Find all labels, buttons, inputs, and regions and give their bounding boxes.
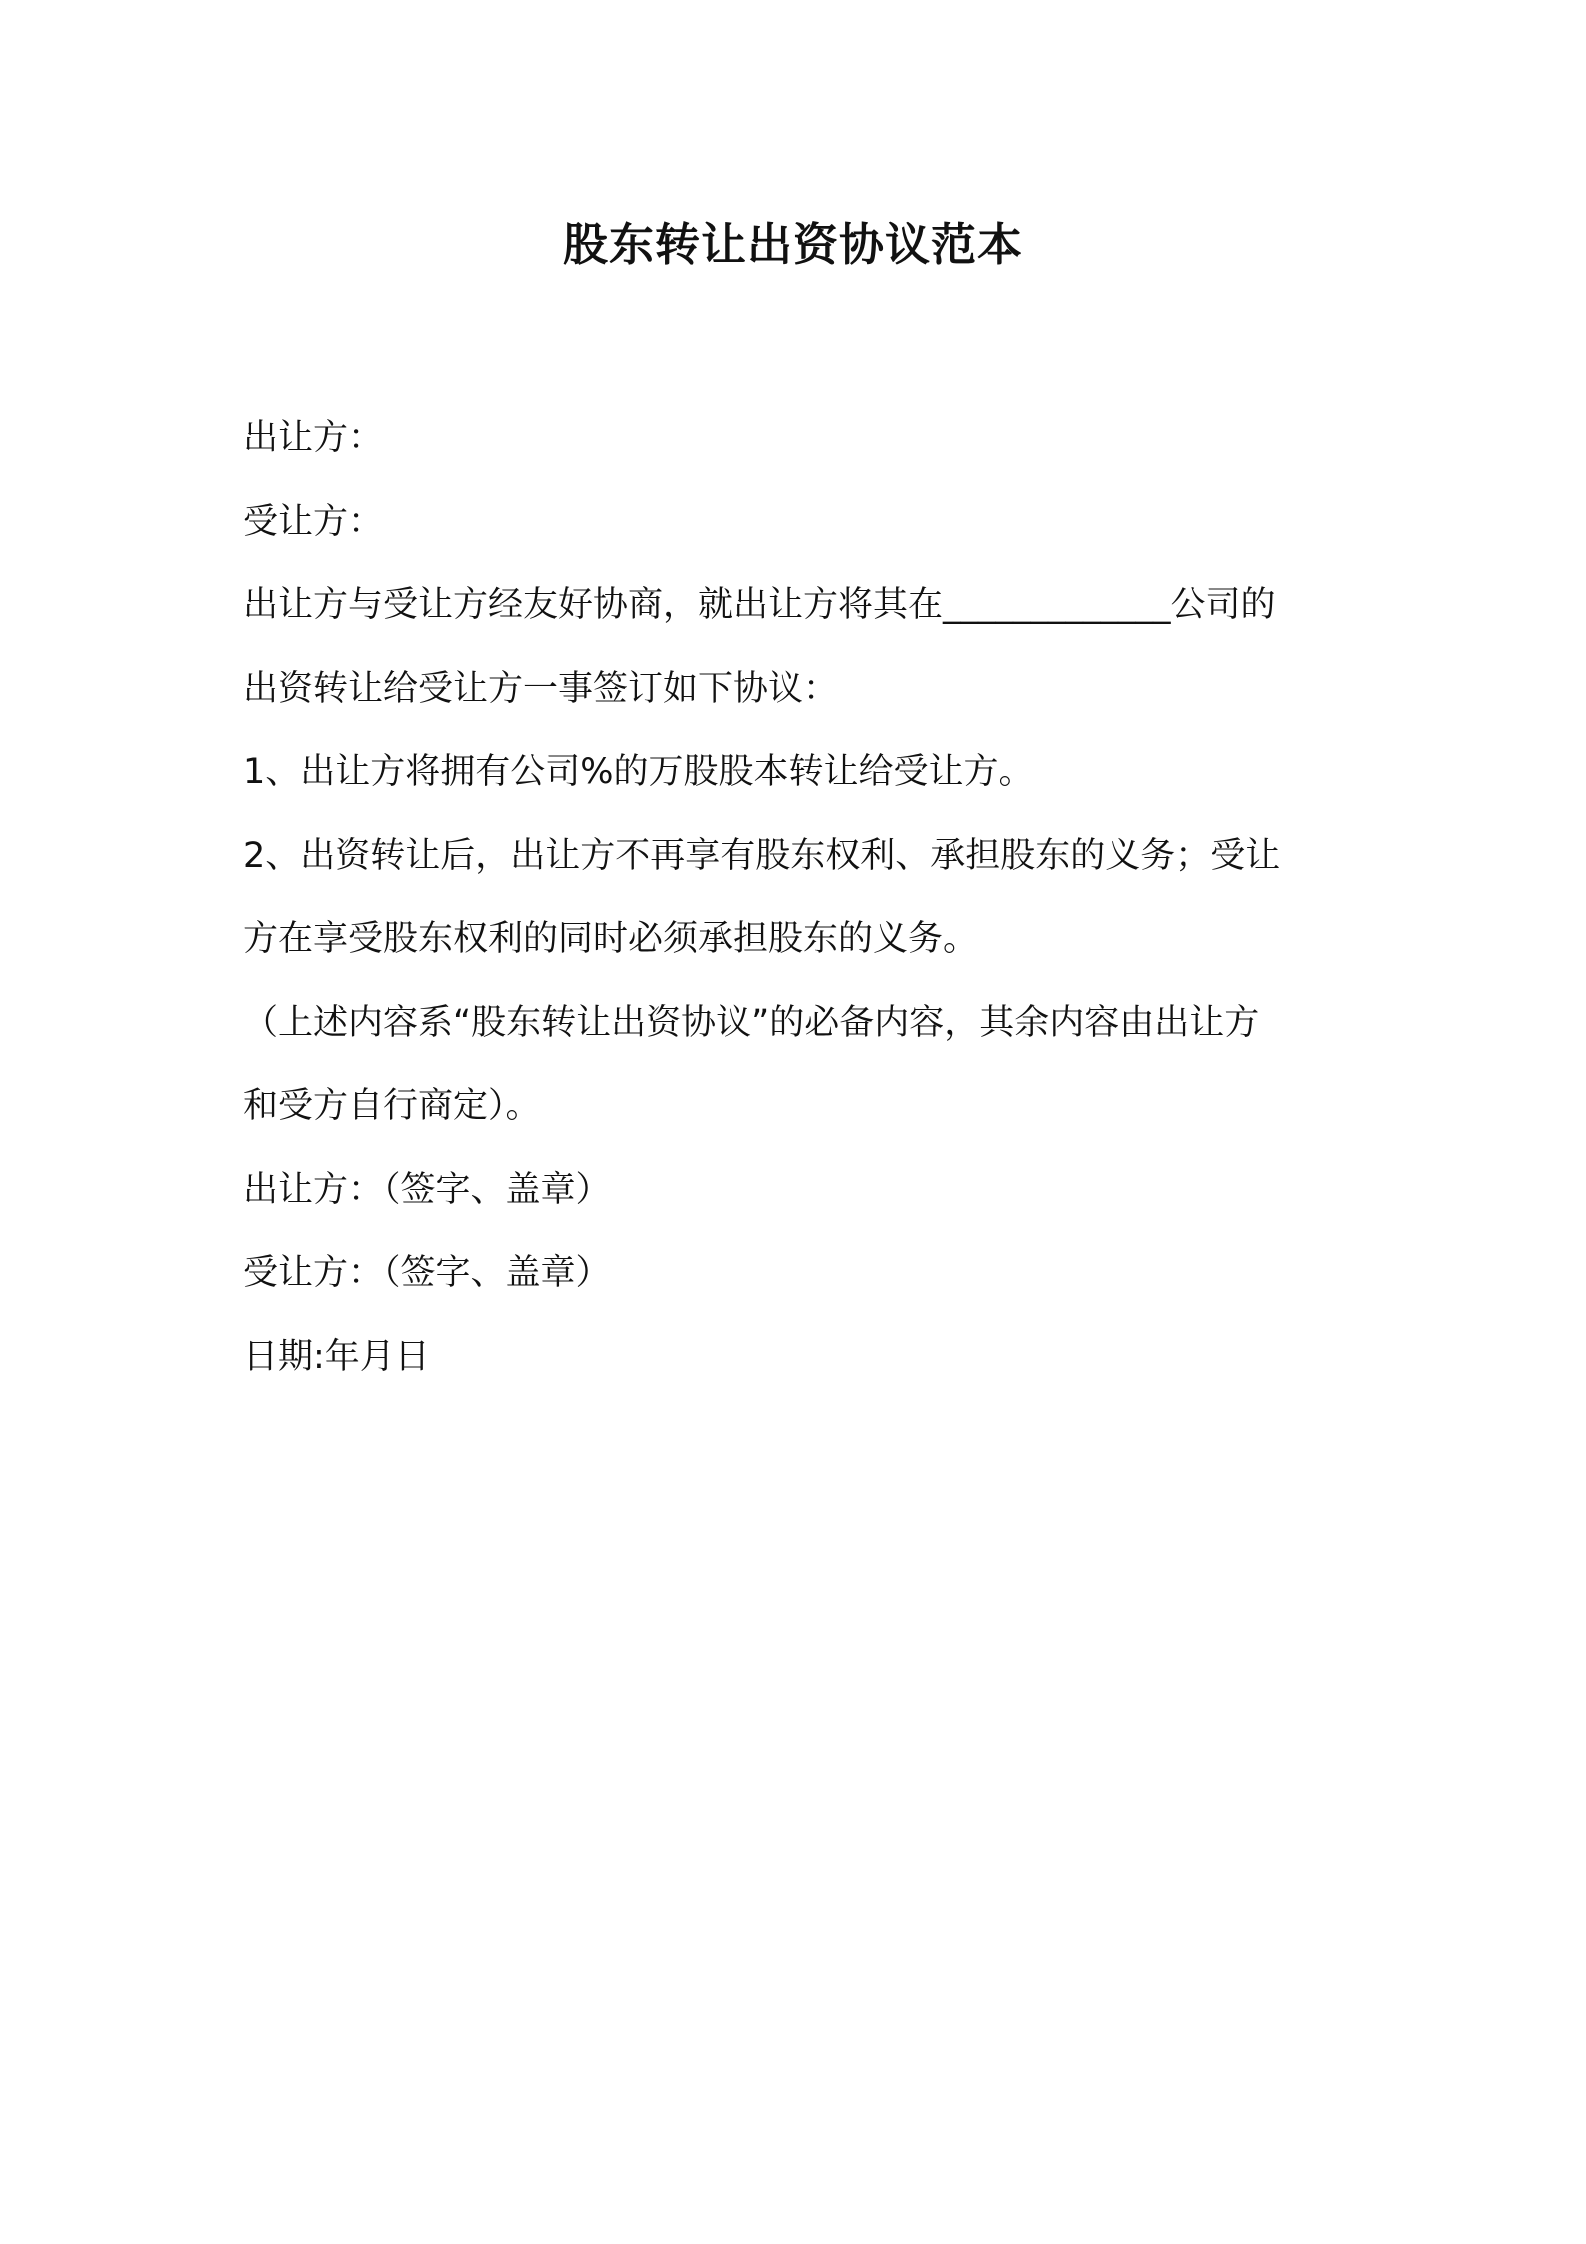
transferor-line: 出让方： [243, 418, 384, 458]
date-line: 日期:年月日 [243, 1336, 430, 1377]
transferor-signature-line: 出让方：（签字、盖章） [243, 1169, 611, 1210]
transferee-line: 受让方： [243, 501, 384, 542]
transferee-signature-line: 受让方：（签字、盖章） [243, 1253, 611, 1293]
document-body [243, 397, 1361, 1399]
note-line-1: （上述内容系“股东转让出资协议”的必备内容，其余内容由出让方 [243, 1002, 1260, 1043]
clause-2-line-2: 方在享受股东权利的同时必须承担股东的义务。 [243, 919, 979, 959]
agreement-intro-line-1: 出让方与受让方经友好协商，就出让方将其在_____________公司的 [243, 585, 1276, 625]
document-title: 股东转让出资协议范本 [562, 218, 1023, 271]
clause-2-line-1: 2、出资转让后，出让方不再享有股东权利、承担股东的义务；受让 [243, 835, 1281, 876]
note-line-2: 和受方自行商定）。 [243, 1086, 541, 1126]
agreement-intro-line-2: 出资转让给受让方一事签订如下协议： [243, 668, 839, 709]
clause-1: 1、出让方将拥有公司%的万股股本转让给受让方。 [243, 752, 1034, 792]
